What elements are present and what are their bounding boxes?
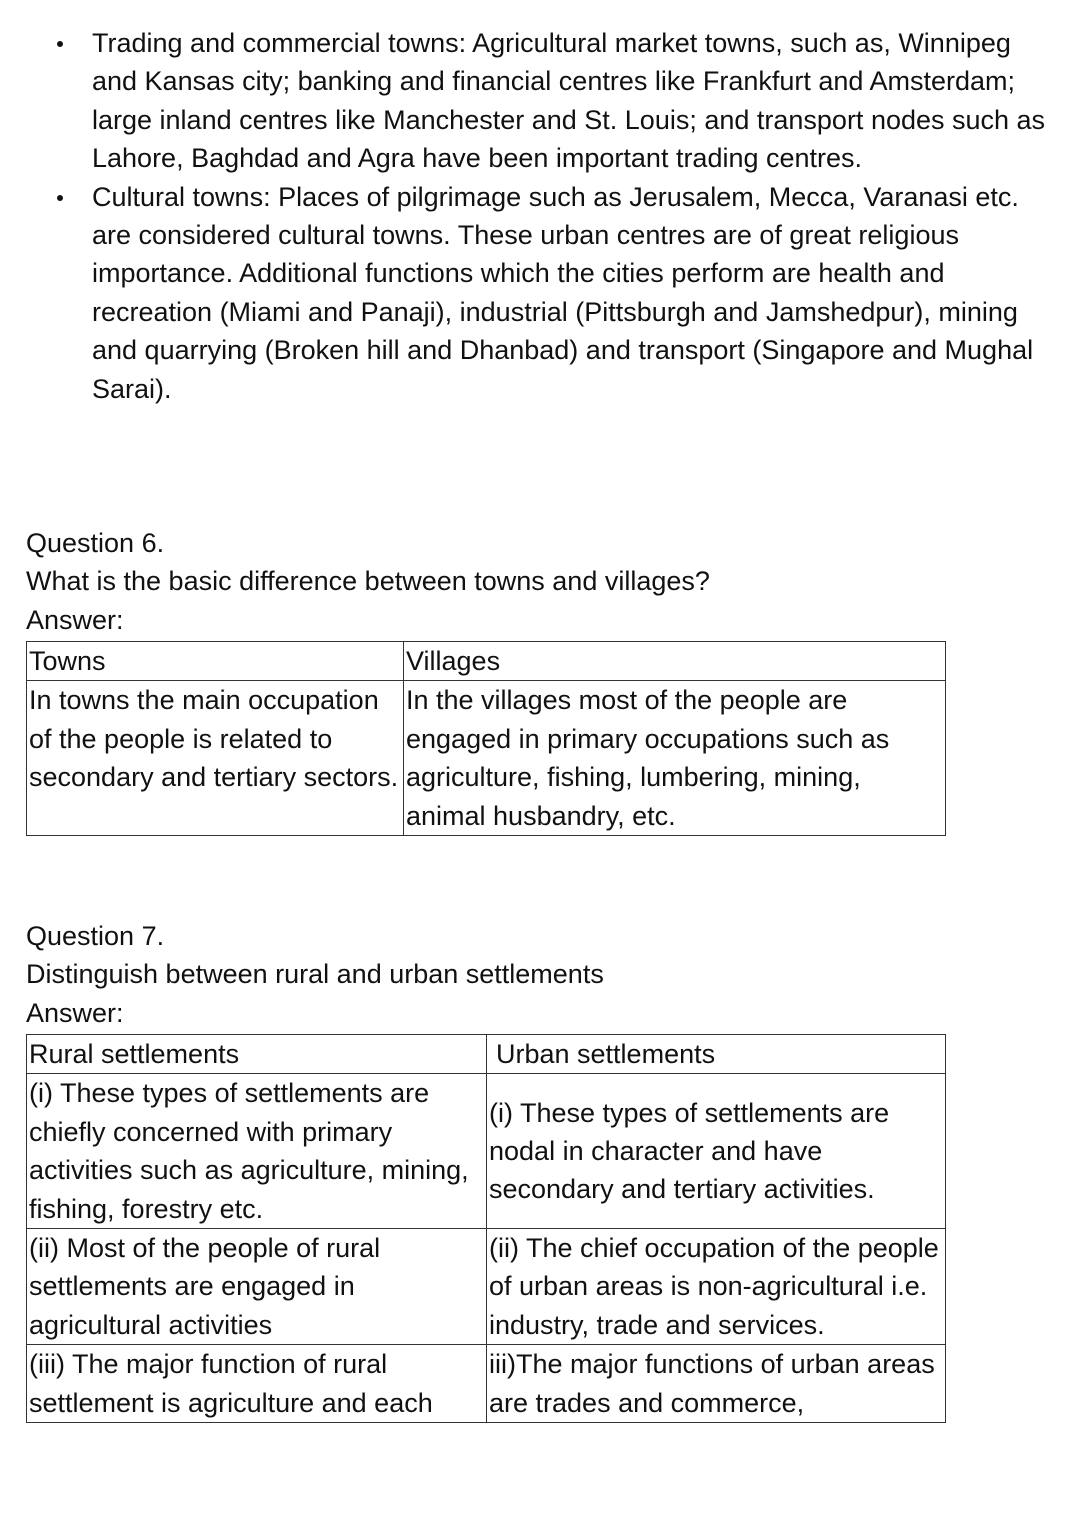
bullet-item-cultural-towns — [0, 178, 1080, 408]
table-cell: (i) These types of settlements are nodal in character and have secondary and tertiary activities. — [487, 1074, 946, 1229]
table-header-cell: Villages — [404, 642, 946, 681]
bullet-text: Trading and commercial towns: Agricultural market towns, such as, Winnipeg and Kansas city; banking and financial centres like Frankfurt and Amsterdam; large inland centres like Manchester and St. Louis; and transport nodes such as Lahore, Baghdad and Agra have been important trading centres. — [92, 28, 1046, 174]
question-7-block — [26, 917, 1026, 1032]
table-header-row — [27, 1035, 946, 1074]
towns-villages-table — [26, 641, 946, 836]
bullet-item-trading-towns — [0, 24, 1080, 178]
table-row — [27, 681, 946, 836]
question-number: Question 6. — [26, 528, 165, 558]
question-text: What is the basic difference between towns and villages? — [26, 566, 710, 597]
bullet-text: Cultural towns: Places of pilgrimage such as Jerusalem, Mecca, Varanasi etc. are considered cultural towns. These urban centres are of great religious importance. Additional functions which the cities perform are health and recreation (Miami and Panaji), industrial (Pittsburgh and Jamshedpur), mining and quarrying (Broken hill and Dhanbad) and transport (Singapore and Mughal Sarai). — [92, 181, 1034, 404]
bullet-dot — [57, 195, 63, 201]
table-row — [27, 1074, 946, 1229]
answer-label: Answer: — [26, 604, 124, 635]
rural-urban-table — [26, 1034, 946, 1423]
question-text: Distinguish between rural and urban settlements — [26, 959, 604, 990]
table-header-cell: Rural settlements — [27, 1035, 487, 1074]
table-cell: (ii) The chief occupation of the people of urban areas is non-agricultural i.e. industry, trade and services. — [487, 1229, 946, 1345]
bullet-list — [0, 24, 1080, 408]
table-row — [27, 1229, 946, 1345]
table-cell: In the villages most of the people are engaged in primary occupations such as agriculture, fishing, lumbering, mining, animal husbandry, etc. — [404, 681, 946, 836]
question-6-block — [26, 524, 1026, 639]
table-cell: iii)The major functions of urban areas are trades and commerce, — [487, 1345, 946, 1423]
bullet-dot — [57, 41, 63, 47]
answer-label: Answer: — [26, 997, 124, 1028]
table-cell: (iii) The major function of rural settlement is agriculture and each — [27, 1345, 487, 1423]
table-cell: (i) These types of settlements are chiefly concerned with primary activities such as agriculture, mining, fishing, forestry etc. — [27, 1074, 487, 1229]
table-cell: In towns the main occupation of the people is related to secondary and tertiary sectors. — [27, 681, 404, 836]
table-row — [27, 1345, 946, 1423]
table-header-cell: Towns — [27, 642, 404, 681]
table-header-row — [27, 642, 946, 681]
table-header-cell: Urban settlements — [487, 1035, 946, 1074]
question-number: Question 7. — [26, 921, 165, 951]
table-cell: (ii) Most of the people of rural settlements are engaged in agricultural activities — [27, 1229, 487, 1345]
